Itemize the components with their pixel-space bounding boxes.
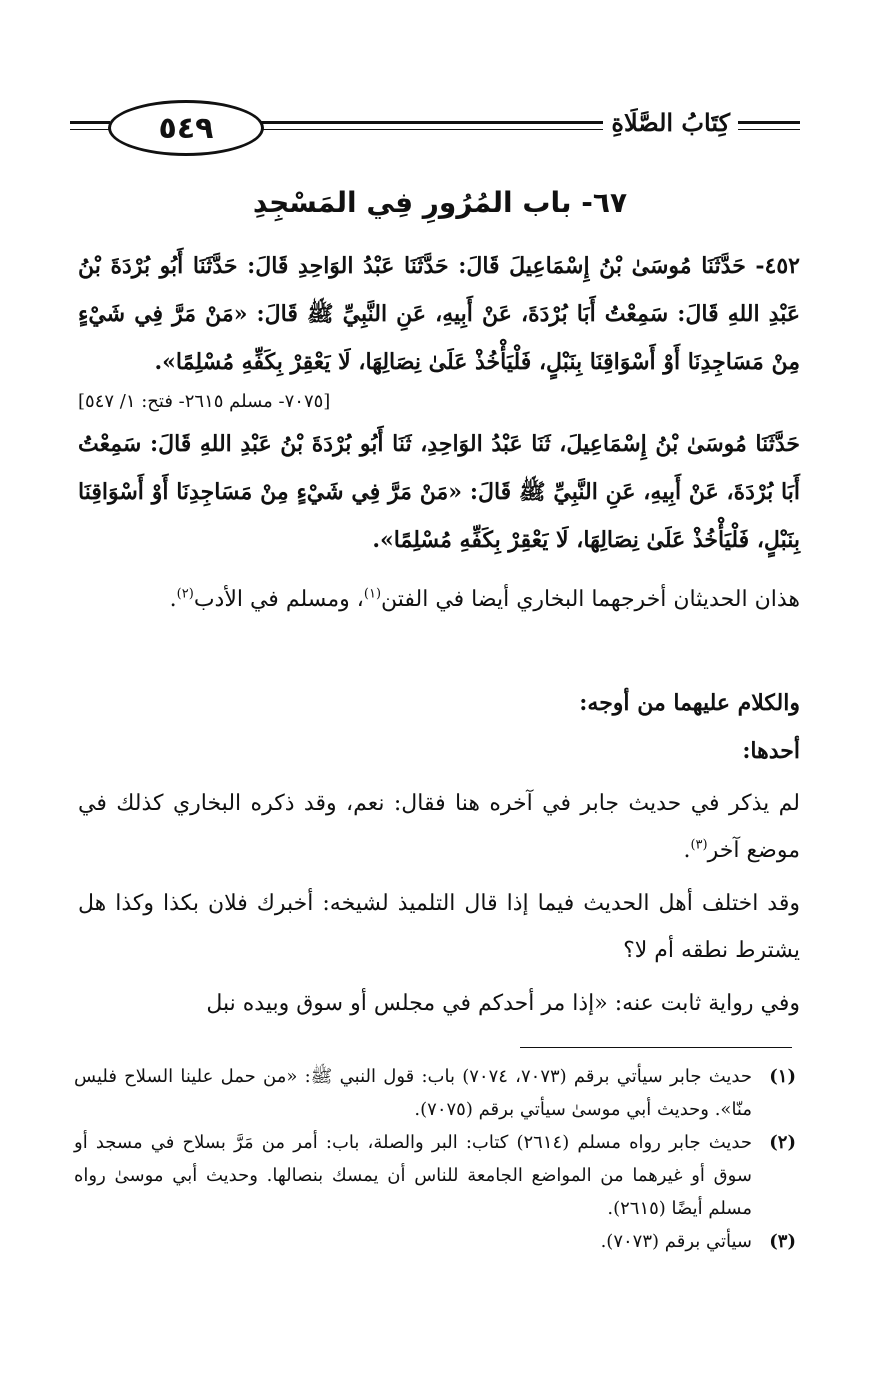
- footnote-ref-3[interactable]: (٣): [690, 837, 708, 853]
- footnote-item: [74, 1126, 796, 1225]
- section-heading-aspects: والكلام عليهما من أوجه:: [579, 690, 800, 716]
- footnote-number: (١): [769, 1066, 796, 1087]
- page-header: [70, 100, 800, 158]
- commentary-paragraph-2: [78, 780, 800, 874]
- footnote-text: حديث جابر سيأتي برقم (٧٠٧٣، ٧٠٧٤) باب: قول النبي ﷺ: «من حمل علينا السلاح فليس منّا». وحديث أبي موسىٰ سيأتي برقم (٧٠٧٥).: [74, 1066, 753, 1120]
- section-heading-first: أحدها:: [742, 738, 800, 764]
- footnote-number: (٣): [769, 1231, 796, 1252]
- footnote-ref-2[interactable]: (٢): [176, 586, 194, 602]
- paragraph-text: ، ومسلم في الأدب: [193, 587, 364, 612]
- footnote-ref-1[interactable]: (١): [363, 586, 382, 602]
- page-number: ٥٤٩: [108, 100, 264, 156]
- paragraph-text: هذان الحديثان أخرجهما البخاري أيضا في الفتن: [381, 587, 800, 612]
- running-title: كِتَابُ الصَّلَاةِ: [603, 108, 738, 137]
- commentary-paragraph-3: وقد اختلف أهل الحديث فيما إذا قال التلميذ لشيخه: أخبرك فلان بكذا وكذا هل يشترط نطقه أم لا؟: [78, 891, 800, 963]
- chapter-title: ٦٧- باب المُرُورِ فِي المَسْجِدِ: [252, 186, 628, 219]
- footnote-item: [74, 1225, 796, 1258]
- paragraph-text: لم يذكر في حديث جابر في آخره هنا فقال: نعم، وقد ذكره البخاري كذلك في موضع آخر: [78, 791, 800, 863]
- hadith-reference: [٧٠٧٥- مسلم ٢٦١٥- فتح: ١/ ٥٤٧]: [78, 391, 331, 412]
- header-rule-left-thin: [70, 129, 110, 130]
- hadith-452: ٤٥٢- حَدَّثَنَا مُوسَىٰ بْنُ إِسْمَاعِيلَ قَالَ: حَدَّثَنَا عَبْدُ الوَاحِدِ قَالَ: حَدَّثَنَا أَبُو بُرْدَةَ بْنُ عَبْدِ اللهِ قَالَ: سَمِعْتُ أَبَا بُرْدَةَ، عَنْ أَبِيهِ، عَنِ النَّبِيِّ ﷺ قَالَ: «مَنْ مَرَّ فِي شَيْءٍ مِنْ مَسَاجِدِنَا أَوْ أَسْوَاقِنَا بِنَبْلٍ، فَلْيَأْخُذْ عَلَىٰ نِصَالِهَا، لَا يَعْقِرْ بِكَفِّهِ مُسْلِمًا».: [78, 253, 800, 375]
- commentary-paragraph-1: [78, 576, 800, 623]
- footnote-item: [74, 1060, 796, 1126]
- header-rule-left: [70, 121, 110, 124]
- footnote-text: سيأتي برقم (٧٠٧٣).: [600, 1231, 752, 1252]
- paragraph-text: .: [683, 838, 691, 863]
- commentary-paragraph-4: وفي رواية ثابت عنه: «إذا مر أحدكم في مجلس أو سوق وبيده نبل: [206, 991, 800, 1016]
- footnote-text: حديث جابر رواه مسلم (٢٦١٤) كتاب: البر والصلة، باب: أمر من مَرَّ بسلاح في مسجد أو سوق أو غيرهما من المواضع الجامعة للناس أن يمسك بنصالها. وحديث أبي موسىٰ رواه مسلم أيضًا (٢٦١٥).: [74, 1132, 753, 1219]
- footnote-separator: [520, 1047, 792, 1048]
- paragraph-text: .: [169, 587, 177, 612]
- hadith-second-chain: حَدَّثَنَا مُوسَىٰ بْنُ إِسْمَاعِيلَ، ثَنَا عَبْدُ الوَاحِدِ، ثَنَا أَبُو بُرْدَةَ بْنُ عَبْدِ اللهِ قَالَ: سَمِعْتُ أَبَا بُرْدَةَ، عَنْ أَبِيهِ، عَنِ النَّبِيِّ ﷺ قَالَ: «مَنْ مَرَّ فِي شَيْءٍ مِنْ مَسَاجِدِنَا أَوْ أَسْوَاقِنَا بِنَبْلٍ، فَلْيَأْخُذْ عَلَىٰ نِصَالِهَا، لَا يَعْقِرْ بِكَفِّهِ مُسْلِمًا».: [78, 431, 800, 553]
- footnotes: [74, 1060, 796, 1258]
- footnote-number: (٢): [769, 1132, 796, 1153]
